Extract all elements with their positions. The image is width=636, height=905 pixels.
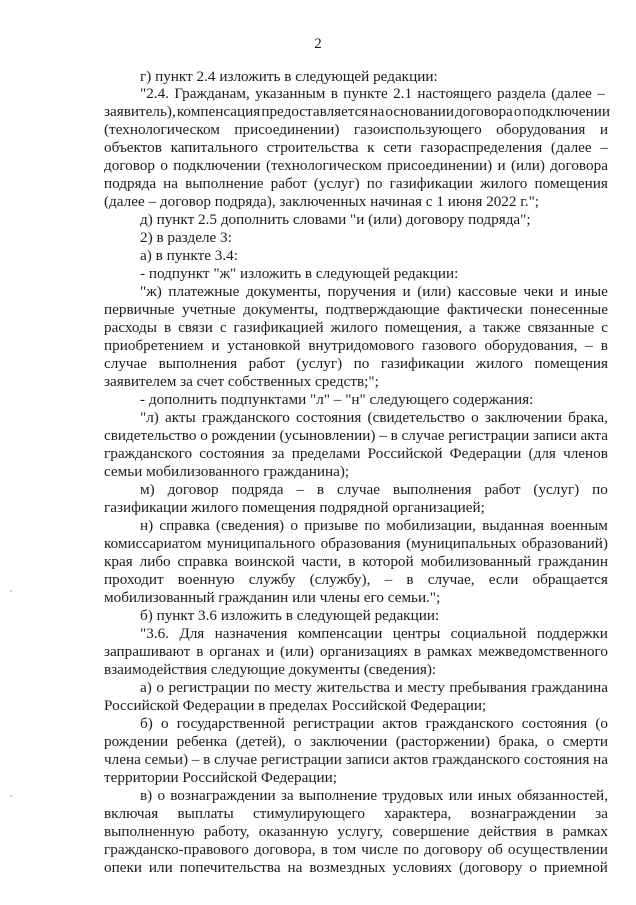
text-line-content: м) договор подряда – в случае выполнения работ (услуг) по — [140, 481, 608, 498]
text-line-content: подряда на выполнение работ (услуг) по газификации жилого помещения — [104, 175, 608, 192]
text-line-content: "2.4. Гражданам, указанным в пункте 2.1 настоящего раздела (далее – — [140, 85, 605, 102]
text-line-content: "л) акты гражданского состояния (свидетельство о заключении брака, — [140, 409, 608, 426]
text-line-content: б) о государственной регистрации актов гражданского состояния (о — [140, 715, 608, 732]
text-line-content: (далее – договор подряда), заключенных начиная с 1 июня 2022 г."; — [104, 193, 540, 210]
text-line-content: первичные учетные документы, подтверждающие фактически понесенные — [104, 301, 608, 318]
text-line-content: г) пункт 2.4 изложить в следующей редакции: — [140, 68, 438, 85]
text-line-content: комиссариатом муниципального образования (муниципальных образований) — [104, 535, 608, 552]
text-line-content: "3.6. Для назначения компенсации центры социальной поддержки — [140, 625, 608, 642]
text-line-content: свидетельство о рождении (усыновлении) – в случае регистрации записи акта — [104, 427, 608, 444]
text-line-content: заявитель), компенсация предоставляется на основании договора о подключении — [104, 103, 610, 120]
text-line-content: взаимодействия следующие документы (сведения): — [104, 661, 437, 678]
scan-speck — [10, 795, 12, 797]
text-line-content: "ж) платежные документы, поручения и (или) кассовые чеки и иные — [140, 283, 608, 300]
page-number: 2 — [314, 36, 322, 52]
text-line-content: запрашивают в органах и (или) организациях в рамках межведомственного — [104, 643, 608, 660]
text-line-content: газификации жилого помещения подрядной организацией; — [104, 499, 485, 516]
text-line-content: опеки или попечительства на возмездных условиях (договору о приемной — [104, 859, 608, 876]
text-line-content: включая выплаты стимулирующего характера, вознаграждении за — [104, 805, 608, 822]
text-line-content: а) о регистрации по месту жительства и месту пребывания гражданина — [140, 679, 608, 696]
text-line-content: 2) в разделе 3: — [140, 229, 232, 246]
text-line-content: гражданско-правового договора, в том числе по договору об осуществлении — [104, 841, 608, 858]
text-line-content: выполненную работу, оказанную услугу, совершение действия в рамках — [104, 823, 608, 840]
text-line-content: - дополнить подпунктами "л" – "н" следующего содержания: — [140, 391, 534, 408]
text-line-content: края либо справка воинской части, в которой мобилизованный гражданин — [104, 553, 608, 570]
text-line-content: гражданского состояния за пределами Российской Федерации (для членов — [104, 445, 608, 462]
text-line-content: случае выполнения работ (услуг) по газификации жилого помещения — [104, 355, 608, 372]
text-line-content: рождении ребенка (детей), о заключении (расторжении) брака, о смерти — [104, 733, 608, 750]
text-line-content: н) справка (сведения) о призыве по мобилизации, выданная военным — [140, 517, 608, 534]
scan-speck — [10, 590, 12, 592]
text-line-content: расходы в связи с газификацией жилого помещения, а также связанные с — [104, 319, 608, 336]
text-line-content: объектов капитального строительства к сети газораспределения (далее – — [104, 139, 608, 156]
text-line-content: приобретением и установкой внутридомового газового оборудования, – в — [104, 337, 608, 354]
text-line-content: д) пункт 2.5 дополнить словами "и (или) договору подряда"; — [140, 211, 531, 228]
text-line-content: территории Российской Федерации; — [104, 769, 337, 786]
text-line-content: договор о подключении (технологическом присоединении) и (или) договора — [104, 157, 608, 174]
text-line-content: в) о вознаграждении за выполнение трудовых или иных обязанностей, — [140, 787, 608, 804]
text-line-content: заявителем за счет собственных средств;"; — [104, 373, 379, 390]
text-line-content: семьи мобилизованного гражданина); — [104, 463, 350, 480]
text-line-content: (технологическом присоединении) газоиспользующего оборудования и — [104, 121, 608, 138]
text-line-content: мобилизованный гражданин или члены его семьи."; — [104, 589, 441, 606]
text-line-content: а) в пункте 3.4: — [140, 247, 238, 264]
text-line-content: члена семьи) – в случае регистрации записи актов гражданского состояния на — [104, 751, 608, 768]
text-line-content: б) пункт 3.6 изложить в следующей редакции: — [140, 607, 440, 624]
text-line-content: Российской Федерации в пределах Российской Федерации; — [104, 697, 487, 714]
text-line-content: - подпункт "ж" изложить в следующей редакции: — [140, 265, 459, 282]
text-line-content: проходит военную службу (службу), – в случае, если обращается — [104, 571, 608, 588]
